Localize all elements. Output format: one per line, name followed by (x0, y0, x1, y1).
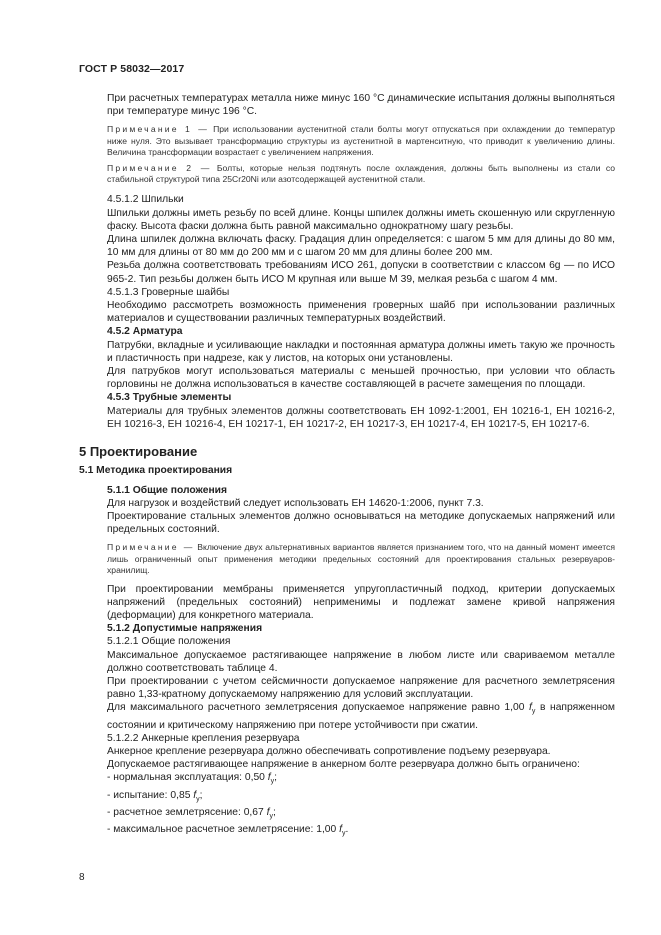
note-text: Болты, которые нельзя подтянуть после охлаждения, должны быть выполнены из стали со стабильной структурой типа 25Cr20Ni или азотсодержащей аустенитной стали. (107, 162, 615, 185)
paragraph: Максимальное допускаемое растягивающее напряжение в любом листе или свариваемом металле должно соответствовать таблице 4. (107, 649, 615, 674)
section-heading-5: 5 Проектирование (79, 444, 198, 460)
section-heading-5-1: 5.1 Методика проектирования (79, 465, 233, 477)
paragraph (107, 701, 615, 731)
list-item-end: ; (274, 772, 278, 784)
note-2 (107, 163, 615, 186)
note-label: Примечание 1 — (107, 124, 210, 135)
symbol-f: f (267, 772, 271, 784)
list-item-end: . (345, 824, 349, 836)
list-item (107, 771, 615, 788)
section-heading-5-1-2: 5.1.2 Допустимые напряжения (107, 623, 263, 635)
symbol-y: y (269, 812, 274, 820)
list-item-text: - нормальная эксплуатация: 0,50 (107, 772, 265, 784)
section-heading-5-1-2-2: 5.1.2.2 Анкерные крепления резервуара (107, 732, 300, 744)
note-text: Включение двух альтернативных вариантов является признанием того, что на данный момент имеется лишь ограниченный опыт применения методики предельных состояний для проектирования стальных резервуаров-хранилищ. (107, 542, 616, 576)
list-item-text: - испытание: 0,85 (107, 789, 191, 801)
paragraph: Материалы для трубных элементов должны соответствовать ЕН 1092-1:2001, ЕН 10216-1, ЕН 10216-2, ЕН 10216-3, ЕН 10216-4, ЕН 10217-1, ЕН 10217-2, ЕН 10217-3, ЕН 10217-4, ЕН 10217-5, ЕН 10217-6. (107, 405, 615, 430)
paragraph: Для нагрузок и воздействий следует использовать ЕН 14620-1:2006, пункт 7.3. (107, 497, 484, 509)
section-heading-4-5-1-2: 4.5.1.2 Шпильки (107, 194, 184, 206)
document-header: ГОСТ Р 58032—2017 (79, 63, 185, 75)
note-label: Примечание — (107, 542, 195, 553)
section-heading-4-5-1-3: 4.5.1.3 Гроверные шайбы (107, 286, 230, 298)
page-number: 8 (79, 872, 85, 883)
paragraph: Патрубки, вкладные и усиливающие накладки и постоянная арматура должны иметь такую же прочность и пластичность при надрезе, как у листов, на которых они установлены. (107, 339, 615, 364)
note-3 (107, 542, 615, 576)
paragraph: Для патрубков могут использоваться материалы с меньшей прочностью, при условии что область горловины не должна использоваться в качестве составляющей в расчете замещения по площади. (107, 366, 615, 391)
paragraph: Проектирование стальных элементов должно основываться на методике допускаемых напряжений или предельных состояний. (107, 510, 615, 536)
list-item (107, 806, 615, 823)
symbol-y: y (270, 778, 275, 786)
section-heading-4-5-3: 4.5.3 Трубные элементы (107, 392, 232, 404)
paragraph: Допускаемое растягивающее напряжение в анкерном болте резервуара должно быть ограничено: (107, 759, 580, 771)
note-label: Примечание 2 — (107, 162, 212, 173)
note-text: При использовании аустенитной стали болты могут отпускаться при охлаждении до температур ниже нуля. Это вызывает трансформацию структуры из аустенитной в мартенситную, что приводит к увеличению длины. Величина трансформации возрастает с увеличением напряжения. (107, 124, 615, 158)
symbol-f: f (193, 789, 197, 801)
list-item-text: - расчетное землетрясение: 0,67 (107, 806, 264, 818)
symbol-f: f (266, 806, 270, 818)
paragraph: Необходимо рассмотреть возможность применения гроверных шайб при использовании различных материалов и существовании различных температурных воздействий. (107, 300, 615, 325)
paragraph-text: в напряженном состоянии и критическому напряжению при потере устойчивости при сжатии. (107, 702, 615, 731)
paragraph: При проектировании с учетом сейсмичности допускаемое напряжение для расчетного землетрясения равно 1,33-кратному допускаемому напряжению для условий эксплуатации. (107, 675, 615, 701)
paragraph: Резьба должна соответствовать требованиям ИСО 261, допуски в соответствии с классом 6g — по ИСО 965-2. Тип резьбы должен быть ИСО М крупная или выше М 39, мелкая резьба с шагом 4 мм. (107, 260, 615, 285)
symbol-f: f (529, 702, 532, 714)
symbol-f: f (339, 824, 343, 836)
paragraph: Шпильки должны иметь резьбу по всей длине. Концы шпилек должны иметь скошенную или скругленную фаску. Высота фаски должна быть равной максимально однократному шагу резьбы. (107, 207, 615, 232)
paragraph: Анкерное крепление резервуара должно обеспечивать сопротивление подъему резервуара. (107, 746, 551, 758)
symbol-y: y (531, 708, 536, 716)
note-1 (107, 124, 615, 158)
section-heading-4-5-2: 4.5.2 Арматура (107, 326, 183, 338)
list-item-end: ; (199, 789, 203, 801)
section-heading-5-1-2-1: 5.1.2.1 Общие положения (107, 636, 231, 648)
section-heading-5-1-1: 5.1.1 Общие положения (107, 484, 227, 496)
list-item (107, 789, 615, 806)
list-item-end: ; (273, 806, 276, 818)
page-content (79, 92, 616, 840)
paragraph: При проектировании мембраны применяется упругопластичный подход, критерии допускаемых напряжений (предельных состояний) неприменимы и подлежат замене кривой напряжения (деформации) для конкретного материала. (107, 583, 615, 621)
symbol-y: y (196, 795, 200, 803)
paragraph: Длина шпилек должна включать фаску. Градация длин определяется: с шагом 5 мм для длины до 80 мм, 10 мм для длины от 80 мм до 200 мм и с шагом 20 мм для длины более 200 мм. (107, 234, 615, 259)
paragraph-text: Для максимального расчетного землетрясения допускаемое напряжение равно 1,00 (107, 702, 525, 714)
list-item (107, 823, 615, 840)
paragraph: При расчетных температурах металла ниже минус 160 °С динамические испытания должны выполняться при температуре минус 196 °С. (107, 93, 615, 118)
list-item-text: - максимальное расчетное землетрясение: 1,00 (107, 824, 337, 836)
symbol-y: y (342, 830, 346, 838)
